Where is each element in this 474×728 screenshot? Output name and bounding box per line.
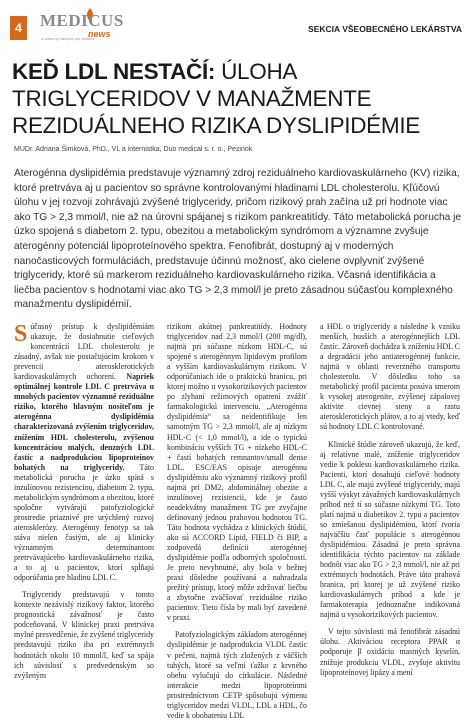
text-column-1 bbox=[14, 322, 154, 688]
drop-cap: S bbox=[14, 321, 28, 347]
col1-p1-bold: Napriek optimálnej kontrole LDL C pretrváva u mnohých pacientov významné reziduálne riziko, ktorého hlavným nositeľom je aterogénna dyslipidémia charakterizovaná zvýšením triglyceridov, znížením HDL cholesterolu, zvýšenou koncentráciou malých, denzných LDL častíc a nadprodukciou lipoproteínov bohatých na triglyceridy. bbox=[14, 372, 154, 472]
title-line1-rest: ÚLOHA bbox=[215, 59, 298, 84]
title-line1-bold: KEĎ LDL NESTAČÍ: bbox=[12, 59, 216, 84]
col3-paragraph-2: Klinické štúdie zároveň ukazujú, že keď, aj relatívne malé, zníženie triglyceridov vedie k poklesu kardiovaskulárneho rizika. Pacienti, ktorí dosahujú cieľové hodnoty LDL C, ale majú zvýšené triglyceridy, majú vyšší výskyt závažných kardiovaskulárnych príhod než tí so súčasne nízkymi TG. Toto platí najmä u diabetikov 2. typu a pacientov so zmiešanou dyslipidémiou, ktorí tvoria najväčšiu časť populácie s aterogénnou dyslipidémiou. Zásadná je preto správna identifikácia týchto pacientov na základe hodnôt viac ako TG > 2,3 mmol/l, nie až pri extrémnych hodnotách. Práve táto prahová hranica, pri ktorej je už zvýšené riziko kardiovaskulárnych príhod a kde je farmakoterapia jednoznačne indikovaná najmä u vysokorizikových pacientov. bbox=[320, 439, 460, 620]
article-title bbox=[12, 58, 467, 139]
col2-paragraph-1: rizikom akútnej pankreatitídy. Hodnoty triglyceridov nad 2,3 mmol/l (200 mg/dl), najmä pri súčasne nízkom HDL-C, sú spojené s aterogénnym lipidovým profilom a vyšším kardiovaskulárnym rizikom. V odporúčaniach ide o praktickú hranicu, pri ktorej možno u vysokorizikových pacientov po zlyhaní režimových opatrení zvážiť farmakologickú intervenciu. „Aterogénna dyslipidémia“ sa neidentifikuje len samotným TG > 2,3 mmol/l, ale aj nízkym HDL-C (< 1,0 mmol/l), a ide o typickú kombináciu vyšších TG + nízkeho HDL-C + častí bohatých remnantov/small dense LDL. ESC/EAS opisuje aterogénnu dyslipidémiu ako významný rizikový profil najmä pri DM2, abdominálnej obezite a inzulínovej rezistencii, kde je často neadekvátny manažment TG pre zvyčajne definovaný jednou prahovou hodnotou TG. Táto hodnota vychádza z klinických štúdií, ako sú ACCORD Lipid, FIELD či BIP, a zodpovedá definícii aterogénnej dyslipidémie podľa odborných spoločností. Je preto nevyhnutné, aby bola v bežnej praxi dôsledne používaná a nahradzala prežitý prístup, ktorý môže zdržovať liečbu a zbytočne zväčšovať reziduálne riziko pacientov. Tieto čísla by mali byť zavedené v praxi. bbox=[167, 322, 307, 623]
text-column-2 bbox=[167, 322, 307, 728]
col1-paragraph-1 bbox=[14, 322, 154, 583]
page-number: 4 bbox=[10, 16, 27, 40]
col1-paragraph-2: Triglyceridy predstavujú v tomto kontexte nezávislý rizikový faktor, ktorého prognostická závažnosť je často podceňovaná. V klinickej praxi pretrváva mylné presvedčenie, že zvýšené triglyceridy predstavujú riziko iba pri extrémnych hodnotách okolo 10 mmol/l, keď sa spája ich súvislosť s predvedenským so zvýšeným bbox=[14, 590, 154, 680]
title-line2: TRIGLYCERIDOV V MANAŽMENTE bbox=[12, 86, 372, 111]
col3-paragraph-1: a HDL o triglyceridy a následne k vzniku menších, husších a aterogénnejších LDL častíc. Zároveň dochádza k zníženiu HDL C a degradácii jeho antiaterogénnej funkcie, najmä v oblasti reverzného transportu cholesterolu. V dôsledku toho sa metabolický profil pacienta posúva smerom k vysokej aterogenite, zvýšenej zápalovej aktivite cievnej steny a rastu aterosklerotických plátov, a to aj vtedy, keď sú hodnoty LDL C kontrolované. bbox=[320, 322, 460, 432]
title-line3: REZIDUÁLNEHO RIZIKA DYSLIPIDÉMIE bbox=[12, 113, 420, 138]
medicus-logo bbox=[32, 9, 124, 47]
lead-paragraph: Aterogénna dyslipidémia predstavuje významný zdroj reziduálneho kardiovaskulárneho (KV) rizika, ktoré pretrváva aj u pacientov so správne kontrolovanými hladinami LDL cholesterolu. Kľúčovú úlohu v jej rozvoji zohrávajú zvýšené triglyceridy, pričom rizikový prah začína už pri hodnote viac ako TG > 2,3 mmol/l, nie až na úrovni spájanej s rizikom pankreatitídy. Táto metabolická porucha je úzko spojená s diabetom 2. typu, obezitou a metabolickým syndrómom a významne zvyšuje aterogénny potenciál lipoproteínového spektra. Fenofibrát, dostupný aj v moderných nanočasticových formuláciách, predstavuje účinnú možnosť, ako cielene ovplyvniť zvýšené triglyceridy, ktoré sú markerom reziduálneho kardiovaskulárneho rizika. Včasná identifikácia a liečba pacientov s hodnotami viac ako TG > 2,3 mmol/l je preto zásadnou súčasťou komplexného manažmentu dyslipidémií. bbox=[14, 168, 462, 311]
article-lead bbox=[14, 167, 462, 313]
col3-paragraph-3: V tejto súvislosti má fenofibrát zásadnú úlohu. Aktiváciou receptora PPAR α podporuje β oxidáciu mastných kyselín, znižuje produkciu VLDL, zvyšuje aktivitu lipoproteínovej lipázy a mení bbox=[320, 627, 460, 677]
col2-paragraph-2: Patofyziologickým základom aterogénnej dyslipidémie je nadprodukcia VLDL častíc v pečeni, najmä tých zložených z väčších tuhých, ktoré sa veľmi ťažko z krvného obehu vylučujú do cirkulácie. Následné interakcie medzi lipoproteínmi prostredníctvom CETP spôsobujú výmenu triglyceridov medzi VLDL, LDL a HDL, čo vedie k obohateniu LDL bbox=[167, 630, 307, 720]
section-label: SEKCIA VŠEOBECNÉHO LEKÁRSTVA bbox=[308, 24, 462, 34]
col1-p1-start: účasný prístup k dyslipidémiám ukazuje, že dosiahnutie cieľových koncentrácií LDL cholesterolu je zásadný, avšak nie postačujúcim krokom v prevencii aterosklerotických kardiovaskulárnych ochorení. bbox=[14, 322, 154, 382]
col1-p1-end: Táto metabolická porucha je úzko spätá s inzulínovou rezistenciou, diabetom 2. typu, metabolickým syndrómom a obezitou, ktoré spoločne vytvárajú patofyziologické prostredie priaznivé pre urýchlený rozvoj aterosklerózy. Aterogénny fenotyp sa tak stáva nielen častým, ale aj klinicky významným determinantom pretrvávajúceho kardiovaskulárneho rizika, a to aj u pacientov, ktorí spĺňajú odporúčania pre hladinu LDL C. bbox=[14, 462, 154, 583]
author-byline: MUDr. Adriana Šimková, PhD., VL a internistka, Duo medical s. r. o., Pezinok bbox=[14, 146, 253, 153]
logo-text: MEDICUS bbox=[40, 11, 124, 30]
page-header bbox=[0, 0, 474, 52]
text-column-3 bbox=[320, 322, 460, 685]
logo-subtitle: news bbox=[88, 29, 111, 39]
logo-tagline: a odborný časopis pre lekárov bbox=[41, 36, 95, 41]
